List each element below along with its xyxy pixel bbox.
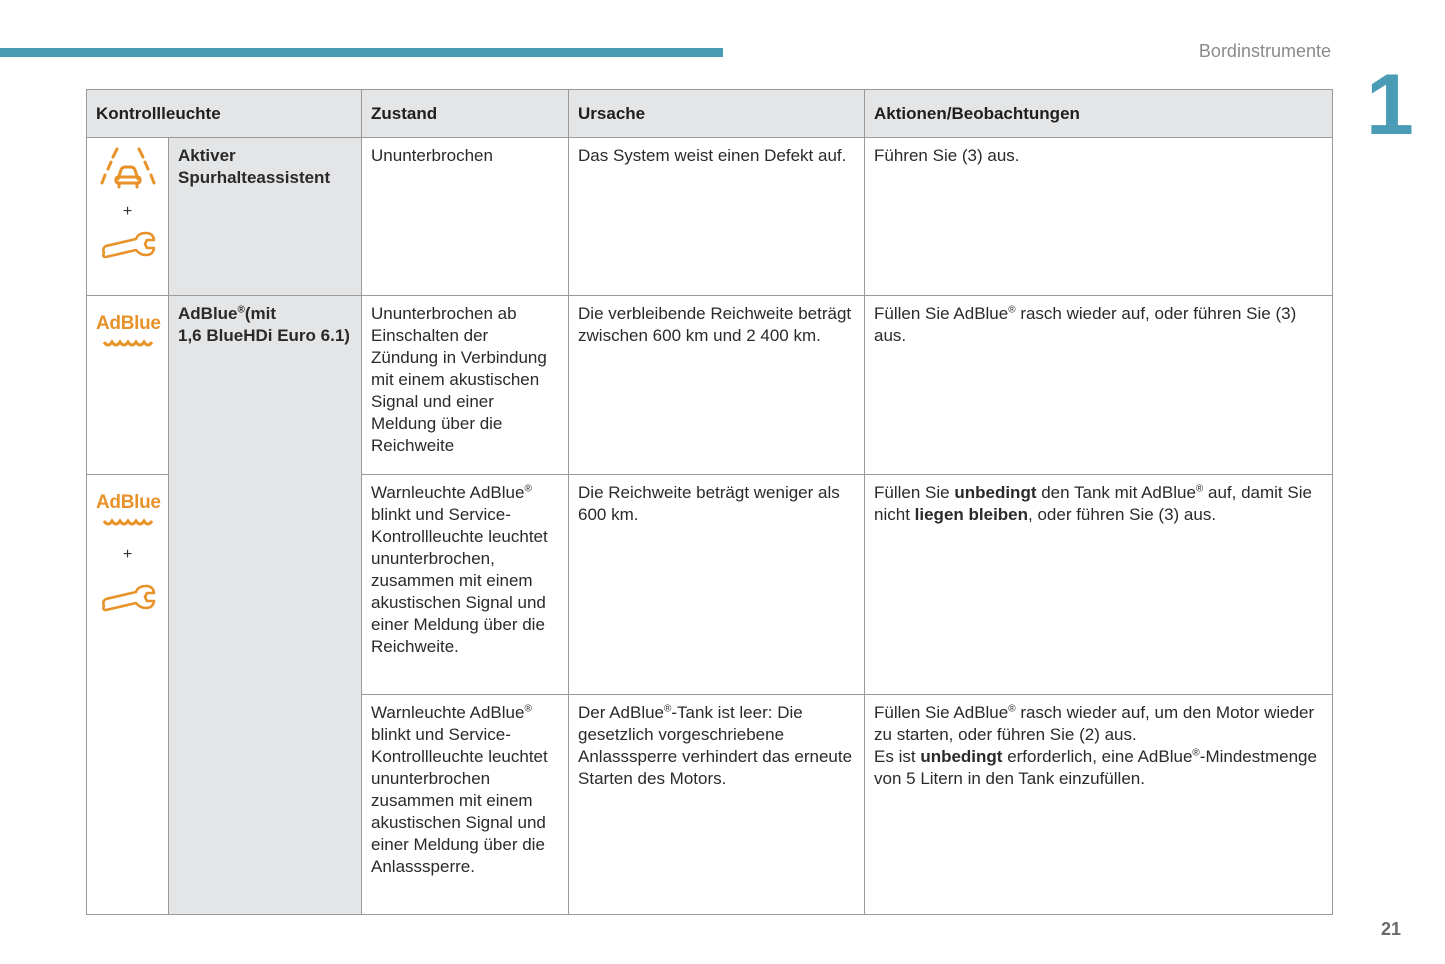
table-row — [87, 138, 1333, 296]
action-cell: Füllen Sie unbedingt den Tank mit AdBlue® auf, damit Sie nicht liegen bleiben, oder führen Sie (3) aus. — [865, 475, 1333, 695]
cause-cell: Das System weist einen Defekt auf. — [569, 138, 865, 296]
indicator-name: AdBlue®(mit 1,6 BlueHDi Euro 6.1) — [169, 296, 362, 915]
column-header-kontrollleuchte: Kontrollleuchte — [87, 90, 362, 138]
adblue-warning-icon: AdBlue — [96, 494, 161, 534]
table-header-row — [87, 90, 1333, 138]
lane-keeping-warning-icon — [99, 145, 157, 197]
table-row — [87, 296, 1333, 475]
indicator-icon-cell — [87, 296, 169, 475]
plus-sign: + — [122, 203, 133, 220]
adblue-warning-icon: AdBlue — [96, 315, 161, 355]
plus-sign: + — [122, 546, 133, 563]
state-cell: Ununterbrochen — [362, 138, 569, 296]
state-cell: Warnleuchte AdBlue® blinkt und Service-Kontrollleuchte leuchtet ununterbrochen zusammen mit einem akustischen Signal und einer Meldung über die Anlasssperre. — [362, 695, 569, 915]
cause-cell: Der AdBlue®-Tank ist leer: Die gesetzlich vorgeschriebene Anlasssperre verhindert das erneute Starten des Motors. — [569, 695, 865, 915]
column-header-zustand: Zustand — [362, 90, 569, 138]
service-wrench-icon — [100, 580, 156, 620]
column-header-aktionen: Aktionen/Beobachtungen — [865, 90, 1333, 138]
indicator-icon-cell — [87, 475, 169, 915]
service-wrench-icon — [100, 227, 156, 267]
page-number: 21 — [1381, 919, 1402, 939]
column-header-ursache: Ursache — [569, 90, 865, 138]
header-accent-bar — [0, 48, 723, 57]
chapter-number: 1 — [1366, 57, 1414, 153]
state-cell: Ununterbrochen ab Einschalten der Zündung in Verbindung mit einem akustischen Signal und einer Meldung über die Reichweite — [362, 296, 569, 475]
state-cell: Warnleuchte AdBlue® blinkt und Service-Kontrollleuchte leuchtet ununterbrochen, zusammen mit einem akustischen Signal und einer Meldung über die Reichweite. — [362, 475, 569, 695]
action-cell: Füllen Sie AdBlue® rasch wieder auf, oder führen Sie (3) aus. — [865, 296, 1333, 475]
action-cell: Führen Sie (3) aus. — [865, 138, 1333, 296]
section-title: Bordinstrumente — [1198, 41, 1331, 61]
indicator-icon-cell — [87, 138, 169, 296]
indicator-name: Aktiver Spurhalteassistent — [169, 138, 362, 296]
cause-cell: Die verbleibende Reichweite beträgt zwischen 600 km und 2 400 km. — [569, 296, 865, 475]
warning-lights-table — [86, 89, 1333, 915]
action-cell: Füllen Sie AdBlue® rasch wieder auf, um den Motor wieder zu starten, oder führen Sie (2) aus. Es ist unbedingt erforderlich, eine AdBlue®-Mindestmenge von 5 Litern in den Tank einzufüllen. — [865, 695, 1333, 915]
cause-cell: Die Reichweite beträgt weniger als 600 km. — [569, 475, 865, 695]
